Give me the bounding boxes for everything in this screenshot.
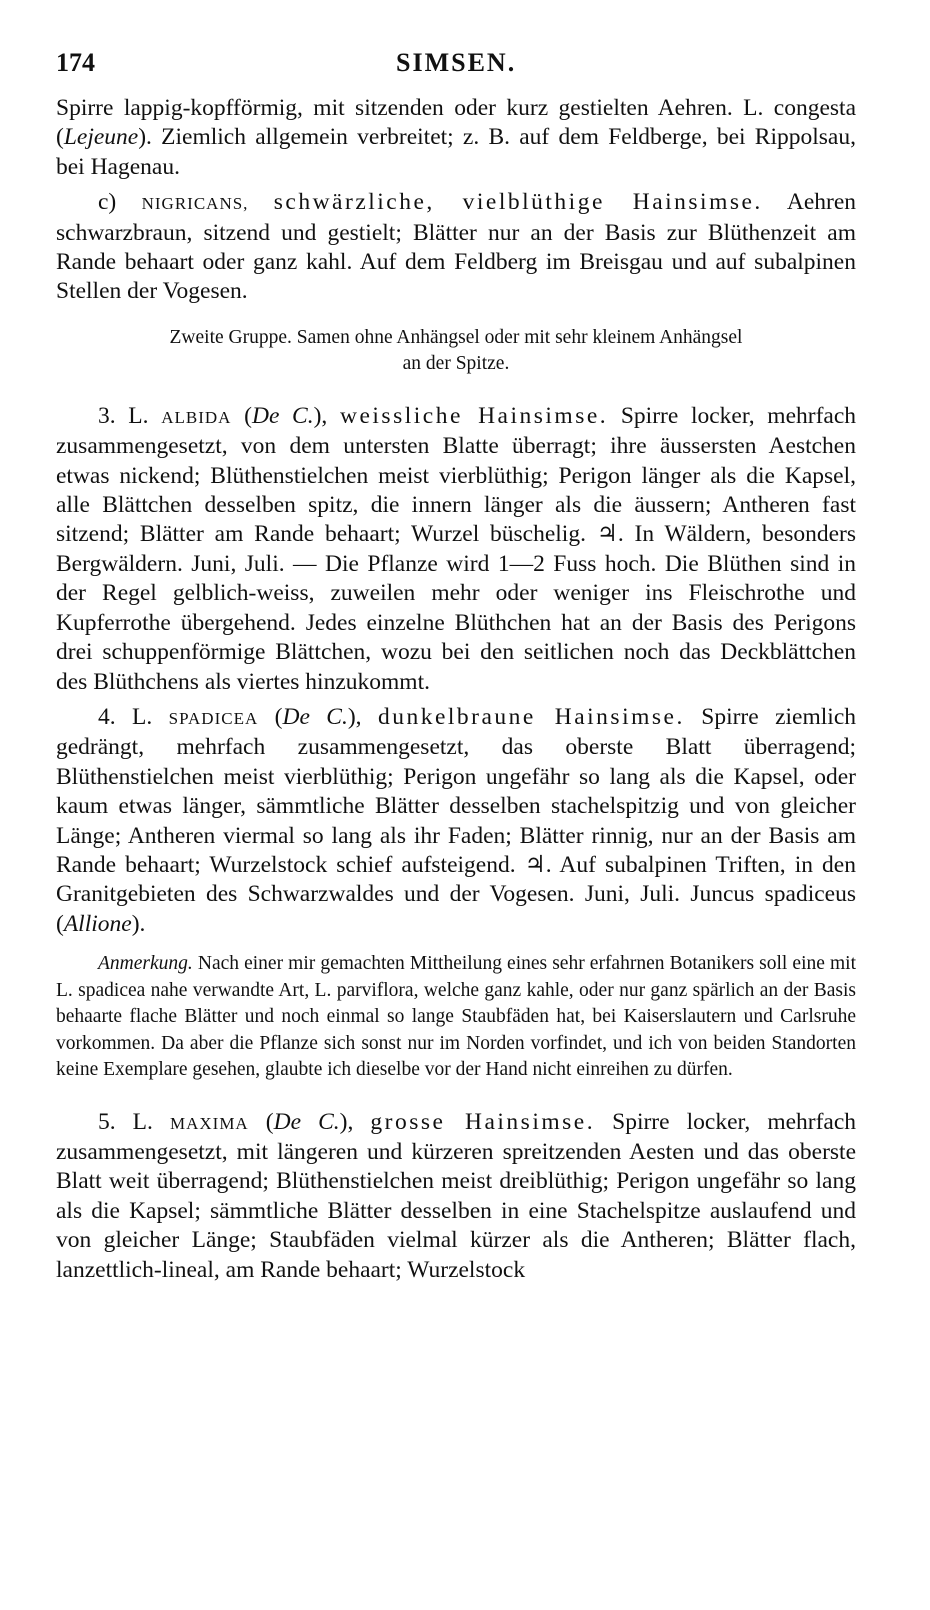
common-name: schwärzliche, vielblüthige Hainsimse. [273, 189, 763, 216]
note-label: Anmerkung. [98, 953, 193, 975]
author-lejeune: Lejeune [63, 124, 139, 151]
paragraph-spadicea: 4. L. SPADICEA (De C.), dunkelbraune Hainsimse. Spirre ziemlich gedrängt, mehrfach zusammengesetzt, das oberste Blatt überragend; Blüthenstielchen meist vierblüthig; Perigon ungefähr so lang als die Kapsel, oder kaum etwas länger, sämmtliche Blätter desselben stachelspitzig und von gleicher Länge; Antheren viermal so lang als ihr Faden; Blätter rinnig, nur an der Basis am Rande behaart; Wurzelstock schief aufsteigend. ♃. Auf subalpinen Triften, in den Granitgebieten des Schwarzwaldes und der Vogesen. Juni, Juli. Juncus spadiceus (Allione). [56, 703, 856, 937]
page-header [56, 48, 856, 88]
common-name: dunkelbraune Hainsimse. [377, 703, 685, 730]
page [56, 48, 856, 1285]
paragraph-nigricans: c) NIGRICANS, schwärzliche, vielblüthige Hainsimse. Aehren schwarzbraun, sitzend und gestielt; Blätter nur an der Basis zur Blüthenzeit am Rande behaart oder ganz kahl. Auf dem Feldberg im Breisgau und auf subalpinen Stellen der Vogesen. [56, 189, 857, 305]
paragraph-congesta: Spirre lappig-kopfförmig, mit sitzenden oder kurz gestielten Aehren. L. congesta (Lejeune). Ziemlich allgemein verbreitet; z. B. auf dem Feldberge, bei Rippolsau, bei Hagenau. [56, 95, 856, 180]
variety-name: NIGRICANS, [141, 194, 249, 214]
common-name: grosse Hainsimse. [370, 1108, 596, 1135]
group-heading: Zweite Gruppe. Samen ohne Anhängsel oder mit sehr kleinem Anhängsel an der Spitze. [169, 326, 743, 375]
paragraph-maxima: 5. L. MAXIMA (De C.), grosse Hainsimse. Spirre locker, mehrfach zusammengesetzt, mit längeren und kürzeren spreitzenden Aesten und das oberste Blatt weit überragend; Blüthenstielchen meist dreiblüthig; Perigon ungefähr so lang als die Kapsel; sämmtliche Blätter desselben in eine Stachelspitze auslaufend und von gleicher Länge; Staubfäden vielmal kürzer als die Antheren; Blätter flach, lanzettlich-lineal, am Rande behaart; Wurzelstock [56, 1108, 857, 1283]
author-name: De C. [282, 703, 348, 730]
species-name: MAXIMA [169, 1113, 249, 1133]
species-name: SPADICEA [168, 708, 259, 728]
common-name: weissliche Hainsimse. [340, 402, 609, 429]
author-name: De C. [251, 402, 314, 429]
page-number: 174 [56, 48, 95, 77]
species-name: ALBIDA [161, 407, 232, 427]
paragraph-albida: 3. L. ALBIDA (De C.), weissliche Hainsimse. Spirre locker, mehrfach zusammengesetzt, von dem untersten Blatte überragt; ihre äussersten Aestchen etwas nickend; Blüthenstielchen meist vierblüthig; Perigon länger als die Kapsel, alle Blättchen desselben spitz, die innern länger als die äussern; Antheren fast sitzend; Blätter am Rande behaart; Wurzel büschelig. ♃. In Wäldern, besonders Bergwäldern. Juni, Juli. — Die Pflanze wird 1—2 Fuss hoch. Die Blüthen sind in der Regel gelblich-weiss, zuweilen mehr oder weniger ins Fleischrothe und Kupferrothe übergehend. Jedes einzelne Blüthchen hat an der Basis des Perigons drei schuppenförmige Blättchen, wozu bei den seitlichen noch das Deckblättchen des Blüthchens als viertes hinzukommt. [56, 402, 857, 695]
paragraph-anmerkung: Anmerkung. Nach einer mir gemachten Mittheilung eines sehr erfahrnen Botanikers soll eine mit L. spadicea nahe verwandte Art, L. parviflora, welche ganz kahle, oder nur ganz spärlich an der Basis behaarte flache Blätter und noch einmal so lange Staubfäden hat, bei Kaiserslautern und Carlsruhe vorkommen. Da aber die Pflanze sich sonst nur im Norden vorfindet, und ich von beiden Standorten keine Exemplare gesehen, glaubte ich dieselbe vor der Hand nicht einreihen zu dürfen. [56, 953, 856, 1081]
running-title: SIMSEN. [396, 48, 517, 77]
author-allione: Allione [63, 910, 132, 937]
author-name: De C. [273, 1108, 340, 1135]
